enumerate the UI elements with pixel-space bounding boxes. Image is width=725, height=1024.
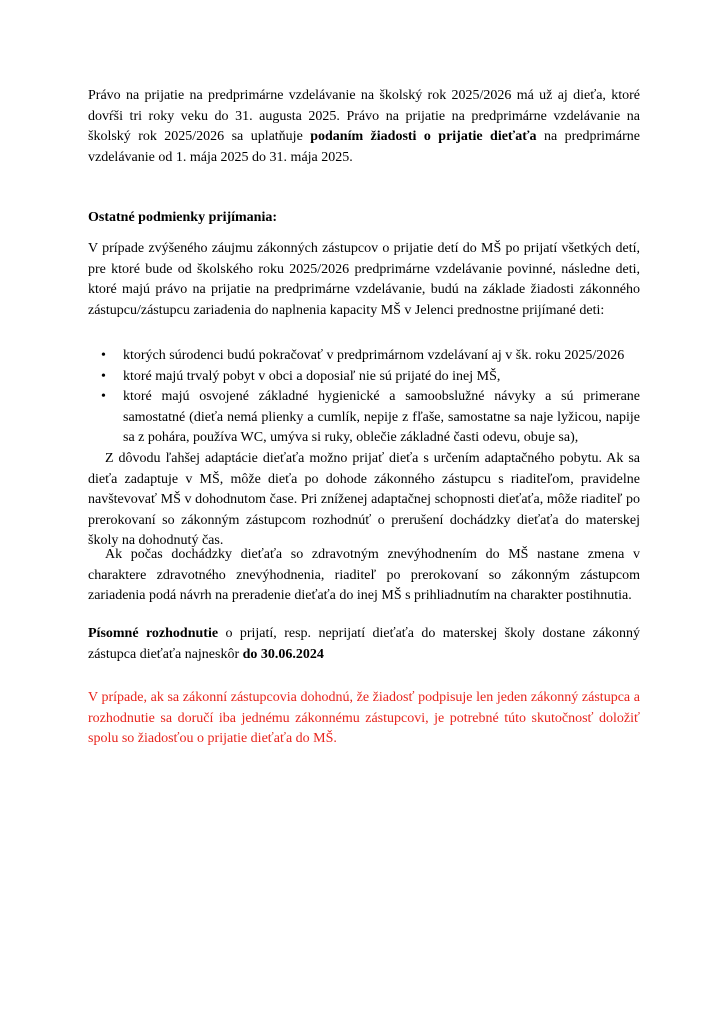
bullet-icon: • — [101, 389, 106, 404]
list-item-text: ktorých súrodenci budú pokračovať v predprimárnom vzdelávaní aj v šk. roku 2025/2026 — [123, 348, 625, 363]
decision-paragraph — [88, 624, 640, 665]
list-item — [88, 346, 640, 367]
list-item — [88, 367, 640, 388]
red-note-text: V prípade, ak sa zákonní zástupcovia dohodnú, že žiadosť podpisuje len jeden zákonný zástupca a rozhodnutie sa doručí iba jednému zákonnému zástupcovi, je potrebné túto skutočnosť doložiť spolu so žiadosťou o prijatie dieťaťa do MŠ. — [88, 690, 640, 746]
adaptation-paragraph — [88, 449, 640, 552]
intro-text-1: Právo na prijatie na predprimárne vzdelávanie na školský rok 2025/2026 má už aj dieťa, ktoré dovŕši tri roky veku do 31. augusta 2025. Právo na prijatie na predprimárne vzdelávanie na školský rok 2025/2026 sa uplatňuje — [88, 88, 640, 144]
conditions-intro-paragraph — [88, 239, 640, 321]
intro-paragraph — [88, 86, 640, 168]
list-item-text: ktoré majú trvalý pobyt v obci a doposiaľ nie sú prijaté do inej MŠ, — [123, 368, 501, 384]
conditions-intro-text: V prípade zvýšeného záujmu zákonných zástupcov o prijatie detí do MŠ po prijatí všetkých detí, pre ktoré bude od školského roku 2025/2026 predprimárne vzdelávanie povinné, následne deti, ktoré majú právo na prijatie na predprimárne vzdelávanie, budú na základe žiadosti zákonného zástupcu/zástupcu zariadenia do naplnenia kapacity MŠ v Jelenci prednostne prijímané deti: — [88, 241, 640, 318]
list-item-text: ktoré majú osvojené základné hygienické a samoobslužné návyky a sú primerane samostatné (dieťa nemá plienky a cumlík, nepije z fľaše, samostatne sa naje lyžicou, napije sa z pohára, používa WC, umýva si ruky, oblečie základné časti odevu, obuje sa), — [123, 389, 640, 445]
decision-date: do 30.06.2024 — [242, 646, 324, 662]
bullet-icon: • — [101, 348, 106, 363]
red-note-paragraph — [88, 688, 640, 750]
adaptation-text: Z dôvodu ľahšej adaptácie dieťaťa možno prijať dieťa s určením adaptačného pobytu. Ak sa dieťa zadaptuje v MŠ, môže dieťa po dohode zákonného zástupcu s riaditeľom, pravidelne navštevovať MŠ v dohodnutom čase. Pri zníženej adaptačnej schopnosti dieťaťa, môže riaditeľ po prerokovaní so zákonným zástupcom rozhodnúť o prerušení dochádzky dieťaťa do materskej školy na dohodnutý čas. — [88, 451, 640, 548]
conditions-section — [88, 208, 640, 228]
health-text: Ak počas dochádzky dieťaťa so zdravotným znevýhodnením do MŠ nastane zmena v charaktere zdravotného znevýhodnenia, riaditeľ po prerokovaní so zákonným zástupcom zariadenia podá návrh na preradenie dieťaťa do inej MŠ s prihliadnutím na charakter postihnutia. — [88, 547, 640, 603]
intro-bold-text: podaním žiadosti o prijatie dieťaťa — [310, 129, 537, 144]
list-item — [88, 387, 640, 449]
intro-text-2: na predprimárne vzdelávanie od 1. mája 2025 do 31. mája 2025. — [88, 129, 640, 165]
bullet-icon: • — [101, 368, 106, 384]
conditions-bullet-list — [88, 346, 640, 449]
decision-bold-text: Písomné rozhodnutie — [88, 626, 219, 641]
decision-text: o prijatí, resp. neprijatí dieťaťa do materskej školy dostane zákonný zástupca dieťaťa najneskôr — [88, 626, 640, 662]
conditions-heading: Ostatné podmienky prijímania: — [88, 210, 278, 225]
health-paragraph — [88, 545, 640, 607]
